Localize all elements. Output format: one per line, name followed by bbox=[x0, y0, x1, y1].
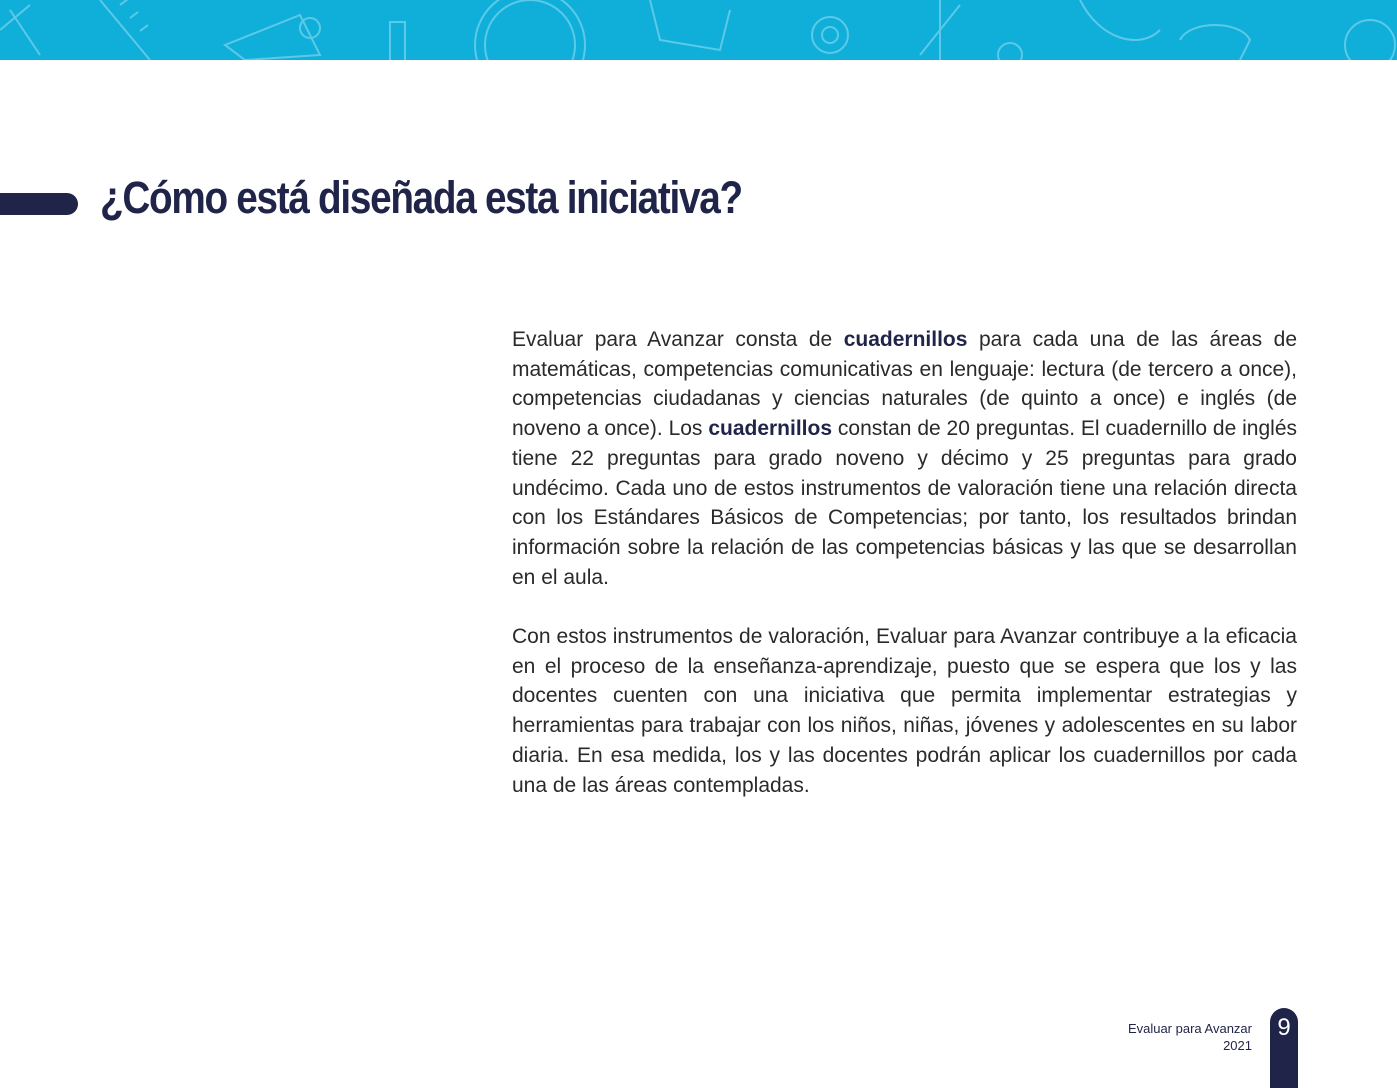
page-number-tab bbox=[1270, 1008, 1298, 1088]
title-accent-bar bbox=[0, 193, 78, 215]
footer-year: 2021 bbox=[1223, 1038, 1252, 1053]
text-segment: constan de 20 preguntas. El cuadernillo de inglés tiene 22 preguntas para grado noveno y décimo y 25 preguntas para grado undécimo. Cada uno de estos instrumentos de valoración tiene una relación directa con los Estándares Básicos de Competencias; por tanto, los resultados brindan información sobre la relación de las competencias básicas y las que se desarrollan en el aula. bbox=[512, 417, 1297, 589]
bold-term: cuadernillos bbox=[708, 417, 833, 441]
body-text bbox=[512, 325, 1297, 830]
footer-publication-name: Evaluar para Avanzar bbox=[1127, 1021, 1252, 1036]
page-number: 9 bbox=[1277, 1014, 1291, 1041]
school-doodles-pattern-icon bbox=[0, 0, 1397, 60]
text-segment: Evaluar para Avanzar consta de bbox=[512, 328, 844, 351]
page-title: ¿Cómo está diseñada esta iniciativa? bbox=[100, 172, 742, 223]
paragraph-1 bbox=[512, 325, 1297, 592]
header-banner bbox=[0, 0, 1397, 60]
text-segment: para cada una de las áreas de matemáticas, competencias comunicativas en lenguaje: lectura (de tercero a once), competencias ciudadanas y ciencias naturales (de quinto a once) e inglés (de noveno a once). Los bbox=[512, 328, 1297, 441]
bold-term: cuadernillos bbox=[843, 328, 968, 351]
paragraph-2 bbox=[512, 622, 1297, 800]
text-segment: Con estos instrumentos de valoración, Evaluar para Avanzar contribuye a la eficacia en el proceso de la enseñanza-aprendizaje, puesto que se espera que los y las docentes cuenten con una iniciativa que permita implementar estrategias y herramientas para trabajar con los niños, niñas, jóvenes y adolescentes en su labor diaria. En esa medida, los y las docentes podrán aplicar los cuadernillos por cada una de las áreas contempladas. bbox=[512, 625, 1297, 797]
footer-publication bbox=[1128, 1020, 1252, 1054]
